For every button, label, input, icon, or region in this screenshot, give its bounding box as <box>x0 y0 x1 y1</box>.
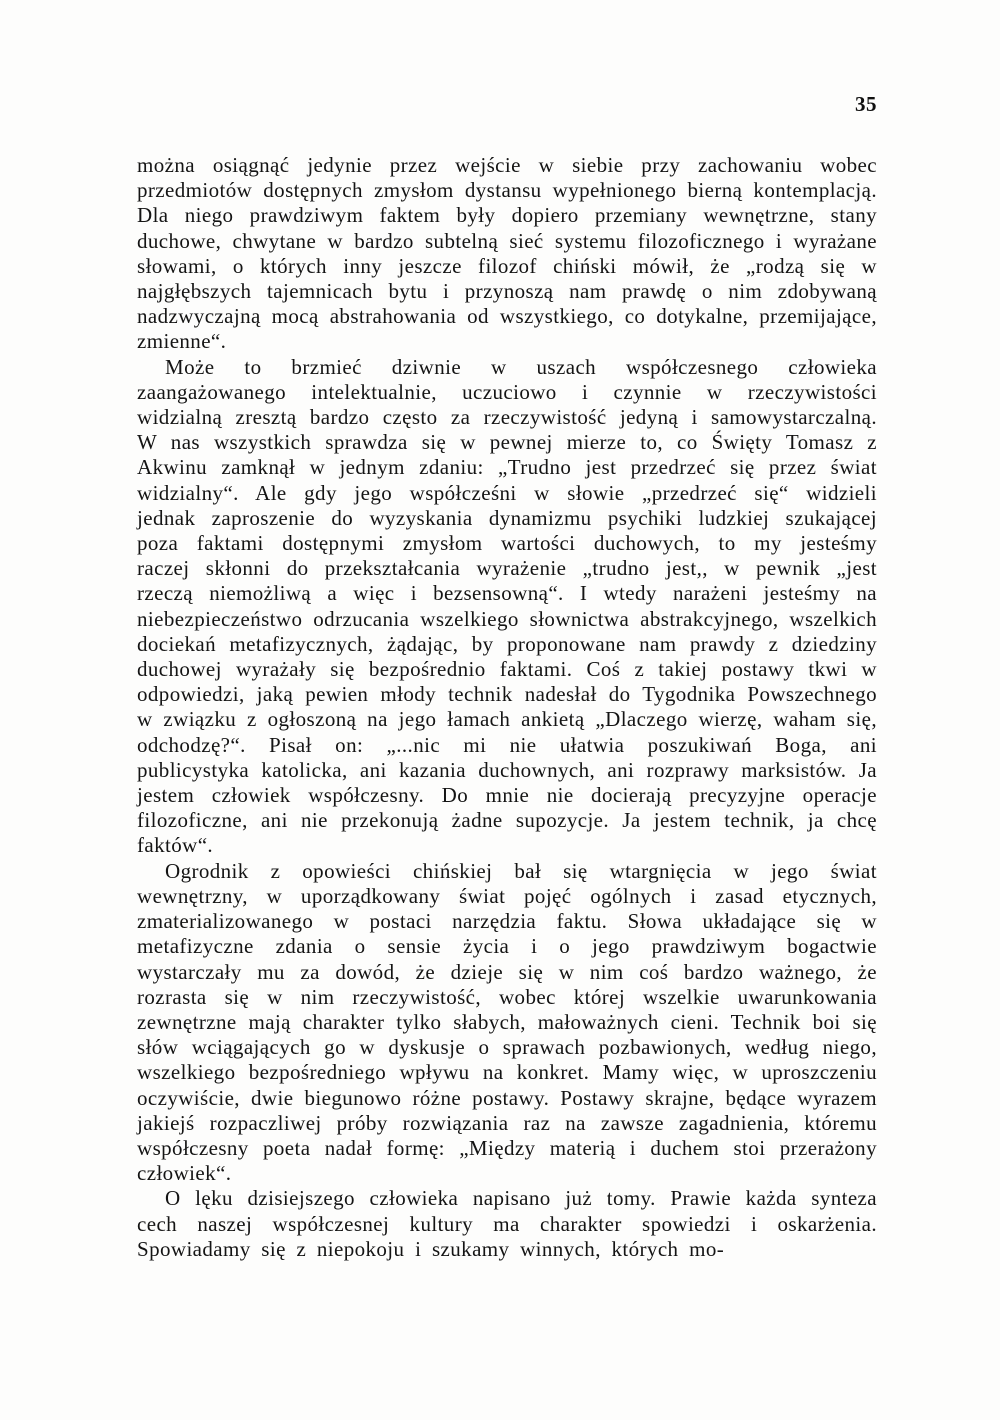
paragraph-o-leku: O lęku dzisiejszego człowieka napisano już tomy. Prawie każda synteza cech naszej współczesnej kultury ma charakter spowiedzi i oskarżenia. Spowiadamy się z niepokoju i szukamy winnych, których mo- <box>137 1186 877 1261</box>
body-text <box>137 153 877 1262</box>
paragraph-moze-to-brzmiec: Może to brzmieć dziwnie w uszach współczesnego człowieka zaangażowanego intelektualnie, uczuciowo i czynnie w rzeczywistości widzialną zresztą bardzo często za rzeczywistość jedyną i samowystarczalną. W nas wszystkich sprawdza się w pewnej mierze to, co Święty Tomasz z Akwinu zamknął w jednym zdaniu: „Trudno jest przedrzeć się przez świat widzialny“. Ale gdy jego współcześni w słowie „przedrzeć się“ widzieli jednak zaproszenie do wyzyskania dynamizmu psychiki ludzkiej szukającej poza faktami dostępnymi zmysłom wartości duchowych, to my jesteśmy raczej skłonni do przekształcania wyrażenie „trudno jest,, w pewnik „jest rzeczą niemożliwą a więc i bezsensowną“. I wtedy narażeni jesteśmy na niebezpieczeństwo odrzucania wszelkiego słownictwa abstrakcyjnego, wszelkich dociekań metafizycznych, żądając, by proponowane nam prawdy z dziedziny duchowej wyrażały się bezpośrednio faktami. Coś z takiej postawy tkwi w odpowiedzi, jaką pewien młody technik nadesłał do Tygodnika Powszechnego w związku z ogłoszoną na jego łamach ankietą „Dlaczego wierzę, waham się, odchodzę?“. Pisał on: „...nic mi nie ułatwia poszukiwań Boga, ani publicystyka katolicka, ani kazania duchownych, ani rozprawy marksistów. Ja jestem człowiek współczesny. Do mnie nie docierają precyzyjne operacje filozoficzne, ani nie przekonują żadne supozycje. Ja jestem technik, ja chcę faktów“. <box>137 354 877 858</box>
paragraph-continuation: można osiągnąć jedynie przez wejście w siebie przy zachowaniu wobec przedmiotów dostępnych zmysłom dystansu wypełnionego bierną kontemplacją. Dla niego prawdziwym faktem były dopiero przemiany wewnętrzne, stany duchowe, chwytane w bardzo subtelną sieć systemu filozoficznego i wyrażane słowami, o których inny jeszcze filozof chiński mówił, że „rodzą się w najgłębszych tajemnicach bytu i przynoszą nam prawdę o nim zdobywaną nadzwyczajną mocą abstrahowania od wszystkiego, co dotykalne, przemijające, zmienne“. <box>137 153 877 354</box>
paragraph-ogrodnik: Ogrodnik z opowieści chińskiej bał się wtargnięcia w jego świat wewnętrzny, w uporządkowany świat pojęć ogólnych i zasad etycznych, zmaterializowanego w postaci narzędzia faktu. Słowa układające się w metafizyczne zdania o sensie życia i o jego prawdziwym bogactwie wystarczały mu za dowód, że dzieje się w nim coś bardzo ważnego, że rozrasta się w nim rzeczywistość, wobec której wszelkie uwarunkowania zewnętrzne mają charakter tylko słabych, małoważnych cieni. Technik boi się słów wciągających go w dyskusje o sprawach pozbawionych, według niego, wszelkiego bezpośredniego wpływu na konkret. Mamy więc, w uproszczeniu oczywiście, dwie biegunowo różne postawy. Postawy skrajne, będące wyrazem jakiejś rozpaczliwej próby rozwiązania raz na zawsze zagadnienia, któremu współczesny poeta nadał formę: „Między materią i duchem stoi przerażony człowiek“. <box>137 858 877 1186</box>
page-number: 35 <box>855 92 877 116</box>
